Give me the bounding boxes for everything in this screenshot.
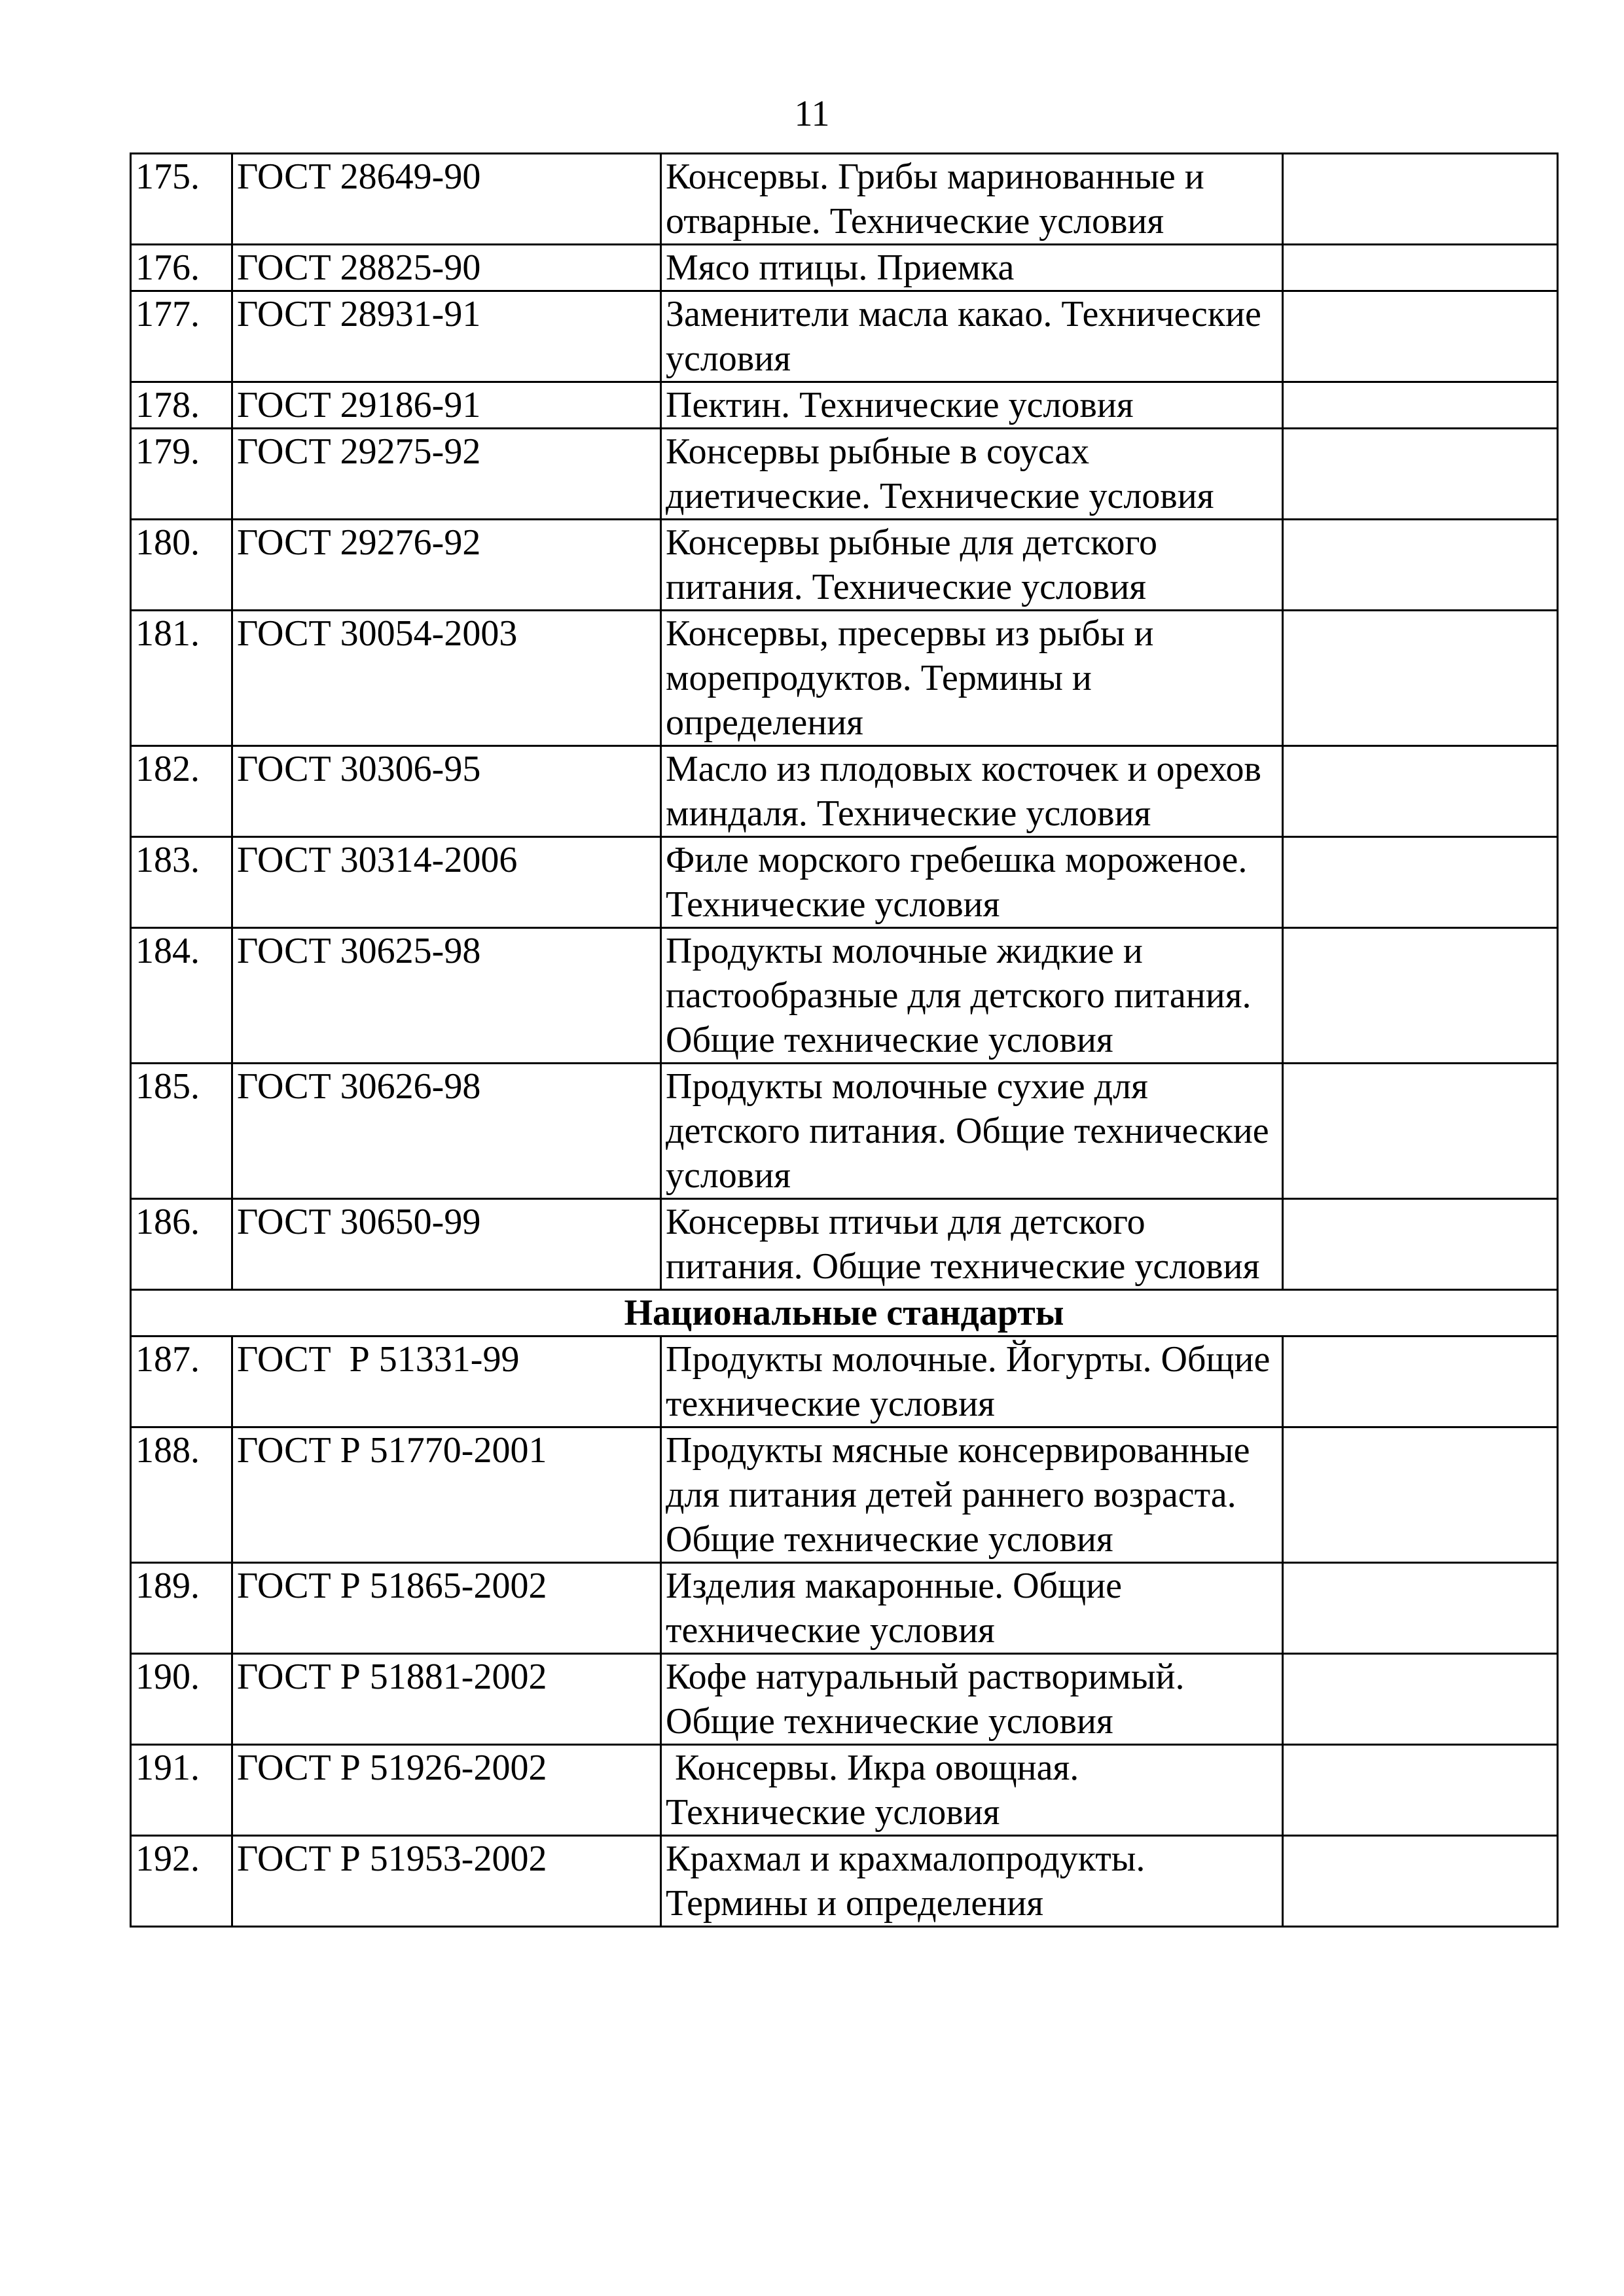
note-cell bbox=[1283, 291, 1558, 382]
table-row bbox=[131, 1563, 1558, 1654]
row-number: 192. bbox=[131, 1836, 232, 1927]
standard-title: Продукты молочные сухие для детского питания. Общие технические условия bbox=[661, 1064, 1283, 1199]
table-row bbox=[131, 520, 1558, 611]
standard-title: Заменители масла какао. Технические условия bbox=[661, 291, 1283, 382]
table-row bbox=[131, 611, 1558, 746]
standard-code: ГОСТ 30626-98 bbox=[232, 1064, 661, 1199]
standard-code: ГОСТ Р 51953-2002 bbox=[232, 1836, 661, 1927]
note-cell bbox=[1283, 1336, 1558, 1427]
standard-title: Кофе натуральный растворимый. Общие технические условия bbox=[661, 1654, 1283, 1745]
table-row bbox=[131, 746, 1558, 837]
note-cell bbox=[1283, 1836, 1558, 1927]
section-heading: Национальные стандарты bbox=[131, 1290, 1558, 1336]
row-number: 180. bbox=[131, 520, 232, 611]
note-cell bbox=[1283, 154, 1558, 245]
standard-title: Продукты мясные консервированные для питания детей раннего возраста. Общие технические условия bbox=[661, 1427, 1283, 1563]
standard-code: ГОСТ Р 51770-2001 bbox=[232, 1427, 661, 1563]
standard-code: ГОСТ Р 51926-2002 bbox=[232, 1745, 661, 1836]
standard-code: ГОСТ Р 51865-2002 bbox=[232, 1563, 661, 1654]
table-row bbox=[131, 1064, 1558, 1199]
note-cell bbox=[1283, 1745, 1558, 1836]
note-cell bbox=[1283, 1427, 1558, 1563]
note-cell bbox=[1283, 1064, 1558, 1199]
row-number: 187. bbox=[131, 1336, 232, 1427]
standard-title: Масло из плодовых косточек и орехов миндаля. Технические условия bbox=[661, 746, 1283, 837]
note-cell bbox=[1283, 520, 1558, 611]
standard-code: ГОСТ 30306-95 bbox=[232, 746, 661, 837]
table-row bbox=[131, 245, 1558, 291]
standard-title: Консервы, пресервы из рыбы и морепродуктов. Термины и определения bbox=[661, 611, 1283, 746]
row-number: 191. bbox=[131, 1745, 232, 1836]
standard-title: Продукты молочные. Йогурты. Общие технические условия bbox=[661, 1336, 1283, 1427]
row-number: 183. bbox=[131, 837, 232, 928]
standard-code: ГОСТ 29186-91 bbox=[232, 382, 661, 429]
standard-title: Продукты молочные жидкие и пастообразные для детского питания. Общие технические условия bbox=[661, 928, 1283, 1064]
standard-title: Консервы. Грибы маринованные и отварные. Технические условия bbox=[661, 154, 1283, 245]
note-cell bbox=[1283, 611, 1558, 746]
standard-code: ГОСТ 29275-92 bbox=[232, 429, 661, 520]
standard-code: ГОСТ 28931-91 bbox=[232, 291, 661, 382]
note-cell bbox=[1283, 1563, 1558, 1654]
table-row bbox=[131, 1199, 1558, 1290]
standard-title: Пектин. Технические условия bbox=[661, 382, 1283, 429]
row-number: 190. bbox=[131, 1654, 232, 1745]
standard-title: Консервы рыбные для детского питания. Технические условия bbox=[661, 520, 1283, 611]
standard-code: ГОСТ 30650-99 bbox=[232, 1199, 661, 1290]
page-number: 11 bbox=[794, 94, 830, 134]
note-cell bbox=[1283, 746, 1558, 837]
table-row bbox=[131, 1427, 1558, 1563]
row-number: 188. bbox=[131, 1427, 232, 1563]
standard-code: ГОСТ 28649-90 bbox=[232, 154, 661, 245]
row-number: 176. bbox=[131, 245, 232, 291]
table-row bbox=[131, 837, 1558, 928]
note-cell bbox=[1283, 382, 1558, 429]
table-row bbox=[131, 1745, 1558, 1836]
standards-table bbox=[130, 152, 1559, 1928]
standard-title: Консервы рыбные в соусах диетические. Технические условия bbox=[661, 429, 1283, 520]
standard-code: ГОСТ 29276-92 bbox=[232, 520, 661, 611]
table-row bbox=[131, 1336, 1558, 1427]
row-number: 179. bbox=[131, 429, 232, 520]
row-number: 186. bbox=[131, 1199, 232, 1290]
standard-title: Изделия макаронные. Общие технические условия bbox=[661, 1563, 1283, 1654]
row-number: 175. bbox=[131, 154, 232, 245]
row-number: 181. bbox=[131, 611, 232, 746]
table-row bbox=[131, 1654, 1558, 1745]
standard-title: Мясо птицы. Приемка bbox=[661, 245, 1283, 291]
table-row bbox=[131, 291, 1558, 382]
note-cell bbox=[1283, 1654, 1558, 1745]
standard-code: ГОСТ 28825-90 bbox=[232, 245, 661, 291]
standard-code: ГОСТ 30625-98 bbox=[232, 928, 661, 1064]
standard-title: Крахмал и крахмалопродукты. Термины и определения bbox=[661, 1836, 1283, 1927]
note-cell bbox=[1283, 429, 1558, 520]
row-number: 177. bbox=[131, 291, 232, 382]
standard-code: ГОСТ Р 51881-2002 bbox=[232, 1654, 661, 1745]
table-row bbox=[131, 928, 1558, 1064]
note-cell bbox=[1283, 245, 1558, 291]
table-row bbox=[131, 382, 1558, 429]
row-number: 184. bbox=[131, 928, 232, 1064]
note-cell bbox=[1283, 1199, 1558, 1290]
note-cell bbox=[1283, 928, 1558, 1064]
row-number: 185. bbox=[131, 1064, 232, 1199]
section-row bbox=[131, 1290, 1558, 1336]
table-row bbox=[131, 154, 1558, 245]
row-number: 178. bbox=[131, 382, 232, 429]
row-number: 189. bbox=[131, 1563, 232, 1654]
note-cell bbox=[1283, 837, 1558, 928]
standard-code: ГОСТ 30054-2003 bbox=[232, 611, 661, 746]
table-row bbox=[131, 1836, 1558, 1927]
standard-title: Консервы. Икра овощная. Технические условия bbox=[661, 1745, 1283, 1836]
standard-code: ГОСТ 30314-2006 bbox=[232, 837, 661, 928]
standard-title: Консервы птичьи для детского питания. Общие технические условия bbox=[661, 1199, 1283, 1290]
row-number: 182. bbox=[131, 746, 232, 837]
table-row bbox=[131, 429, 1558, 520]
standard-code: ГОСТ Р 51331-99 bbox=[232, 1336, 661, 1427]
standard-title: Филе морского гребешка мороженое. Технические условия bbox=[661, 837, 1283, 928]
